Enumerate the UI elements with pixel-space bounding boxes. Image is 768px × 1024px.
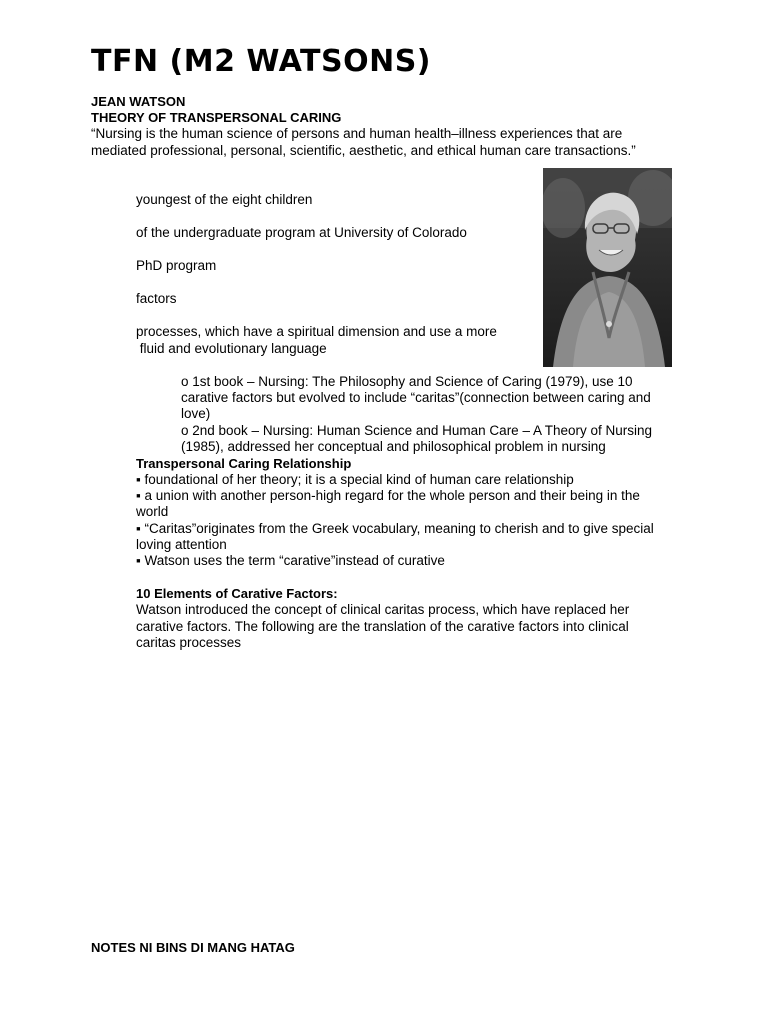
bio-line: processes, which have a spiritual dimension and use a more (136, 324, 497, 339)
theory-heading: THEORY OF TRANSPERSONAL CARING (91, 110, 342, 125)
quote-line: “Nursing is the human science of persons and human health–illness experiences that are (91, 126, 623, 141)
relationship-line: ▪ “Caritas”originates from the Greek vocabulary, meaning to cherish and to give special (136, 521, 654, 536)
book-line: o 1st book – Nursing: The Philosophy and Science of Caring (1979), use 10 (181, 374, 633, 389)
elements-line: carative factors. The following are the translation of the carative factors into clinical (136, 619, 629, 634)
bio-line: fluid and evolutionary language (136, 341, 327, 356)
bio-line: PhD program (136, 258, 217, 273)
relationship-heading: Transpersonal Caring Relationship (136, 456, 352, 471)
book-line: (1985), addressed her conceptual and philosophical problem in nursing (181, 439, 606, 454)
book-line: carative factors but evolved to include “caritas”(connection between caring and (181, 390, 651, 405)
document-title: TFN (M2 WATSONS) (91, 44, 432, 79)
elements-heading: 10 Elements of Carative Factors: (136, 586, 338, 601)
elements-line: caritas processes (136, 635, 242, 650)
relationship-line: ▪ foundational of her theory; it is a special kind of human care relationship (136, 472, 574, 487)
bio-line: of the undergraduate program at University of Colorado (136, 225, 467, 240)
portrait-photo (543, 168, 672, 367)
relationship-line: ▪ Watson uses the term “carative”instead of curative (136, 553, 445, 568)
bio-line: youngest of the eight children (136, 192, 313, 207)
book-line: o 2nd book – Nursing: Human Science and Human Care – A Theory of Nursing (181, 423, 653, 438)
elements-line: Watson introduced the concept of clinical caritas process, which have replaced her (136, 602, 630, 617)
author-name: JEAN WATSON (91, 94, 186, 109)
relationship-line: world (136, 504, 169, 519)
bio-line: factors (136, 291, 177, 306)
relationship-line: loving attention (136, 537, 227, 552)
book-line: love) (181, 406, 211, 421)
relationship-line: ▪ a union with another person-high regard for the whole person and their being in the (136, 488, 640, 503)
footer-note: NOTES NI BINS DI MANG HATAG (91, 940, 295, 955)
quote-line: mediated professional, personal, scientific, aesthetic, and ethical human care transactions.” (91, 143, 636, 158)
